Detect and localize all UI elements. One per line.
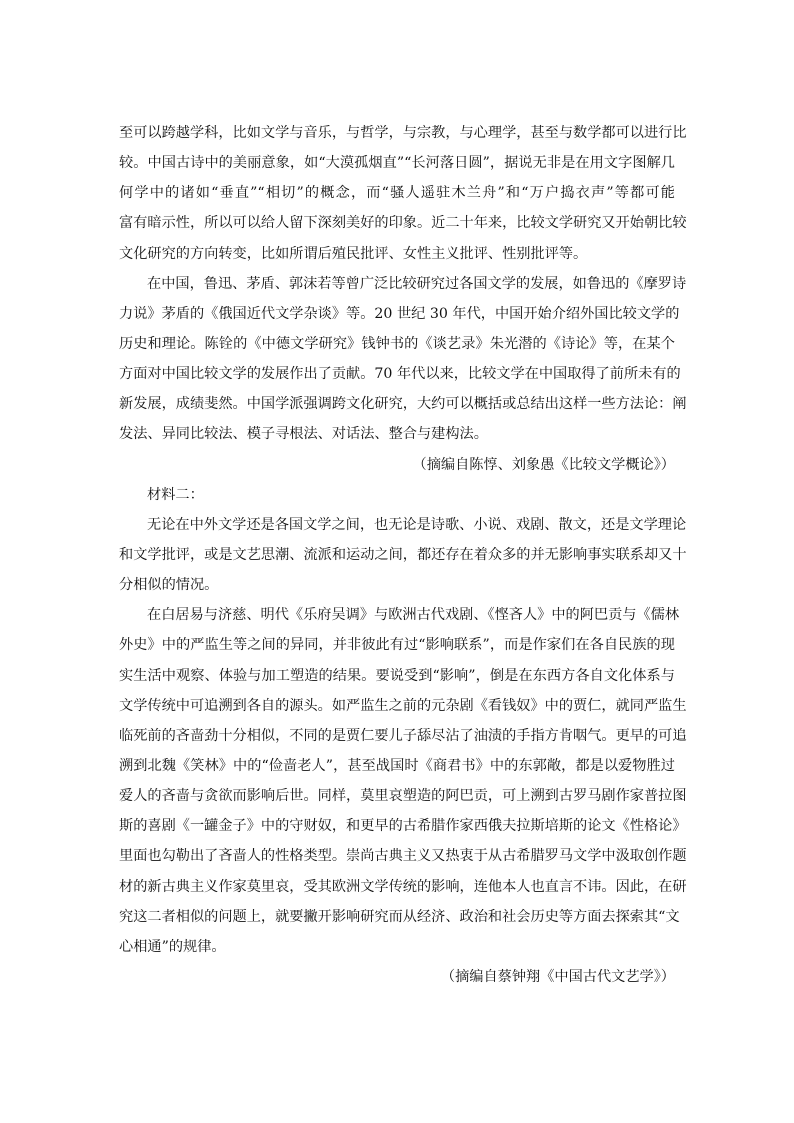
text-line: 至可以跨越学科，比如文学与音乐，与哲学，与宗教，与心理学，甚至与数学都可以进行比 [119, 125, 687, 141]
text-line: 斯的喜剧《一罐金子》中的守财奴，和更早的古希腊作家西俄夫拉斯培斯的论文《性格论》 [119, 818, 687, 835]
text-line: 新发展，成绩斐然。中国学派强调跨文化研究，大约可以概括或总结出这样一些方法论：阐 [119, 396, 687, 413]
text-line: 何学中的诸如“垂直”“相切”的概念，而“骚人遥驻木兰舟”和“万户捣衣声”等都可能 [119, 185, 675, 202]
text-line: 较。中国古诗中的美丽意象，如“大漠孤烟直”“长河落日圆”，据说无非是在用文字图解几 [119, 155, 675, 172]
text-line: 和文学批评，或是文艺思潮、流派和运动之间，都还存在着众多的并无影响事实联系却又十 [119, 546, 687, 563]
text-line: 历史和理论。陈铨的《中德文学研究》钱钟书的《谈艺录》朱光潜的《诗论》等，在某个 [119, 335, 675, 352]
document-body [119, 118, 687, 992]
text-line: 临死前的吝啬劲十分相似，不同的是贾仁要儿子舔尽沾了油渍的手指方肯咽气。更早的可追 [119, 727, 687, 744]
text-line: 发法、异同比较法、模子寻根法、对话法、整合与建构法。 [119, 426, 488, 443]
text-line: 分相似的情况。 [119, 577, 219, 594]
text-line: 文化研究的方向转变，比如所谓后殖民批评、女性主义批评、性别批评等。 [119, 245, 588, 262]
text-line: 外史》中的严监生等之间的异同，并非彼此有过“影响联系”，而是作家们在各自民族的现 [119, 637, 675, 654]
text-line: 材的新古典主义作家莫里哀，受其欧洲文学传统的影响，连他本人也直言不讳。因此，在研 [119, 878, 687, 895]
text-line: 心相通”的规律。 [119, 938, 226, 955]
paragraph-4 [119, 600, 687, 962]
text-line: 富有暗示性，所以可以给人留下深刻美好的印象。近二十年来，比较文学研究又开始朝比较 [119, 215, 687, 232]
text-line: 文学传统中可追溯到各自的源头。如严监生之前的元杂剧《看钱奴》中的贾仁，就同严监生 [119, 697, 687, 714]
text-line: 方面对中国比较文学的发展作出了贡献。70 年代以来，比较文学在中国取得了前所未有的 [119, 366, 681, 383]
paragraph-2 [119, 269, 687, 450]
text-line: 在中国，鲁迅、茅盾、郭沫若等曾广泛比较研究过各国文学的发展，如鲁迅的《摩罗诗 [147, 275, 687, 292]
text-line: 无论在中外文学还是各国文学之间，也无论是诗歌、小说、戏剧、散文，还是文学理论 [147, 516, 687, 533]
text-line: 在白居易与济慈、明代《乐府吴调》与欧洲古代戏剧、《悭吝人》中的阿巴贡与《儒林 [147, 607, 680, 624]
source-citation-2: （摘编自蔡钟翔《中国古代文艺学》） [440, 968, 675, 985]
text-line: 爱人的吝啬与贪欲而影响后世。同样，莫里哀塑造的阿巴贡，可上溯到古罗马剧作家普拉图 [119, 788, 687, 805]
text-line: 力说》茅盾的《俄国近代文学杂谈》等。20 世纪 30 年代，中国开始介绍外国比较文学的 [119, 305, 680, 322]
paragraph-3 [119, 510, 687, 600]
text-line: 究这二者相似的问题上，就要撇开影响研究而从经济、政治和社会历史等方面去探索其“文 [119, 908, 680, 925]
text-line: 里面也勾勒出了吝啬人的性格类型。崇尚古典主义又热衷于从古希腊罗马文学中汲取创作题 [119, 848, 687, 865]
source-citation-1: （摘编自陈惇、刘象愚《比较文学概论》） [412, 456, 675, 473]
material-2-label: 材料二： [147, 486, 204, 503]
paragraph-1 [119, 118, 687, 269]
text-line: 溯到北魏《笑林》中的“俭啬老人”，甚至战国时《商君书》中的东郭敞，都是以爱物胜过 [119, 757, 675, 774]
text-line: 实生活中观察、体验与加工塑造的结果。要说受到“影响”，倒是在东西方各自文化体系与 [119, 667, 675, 684]
